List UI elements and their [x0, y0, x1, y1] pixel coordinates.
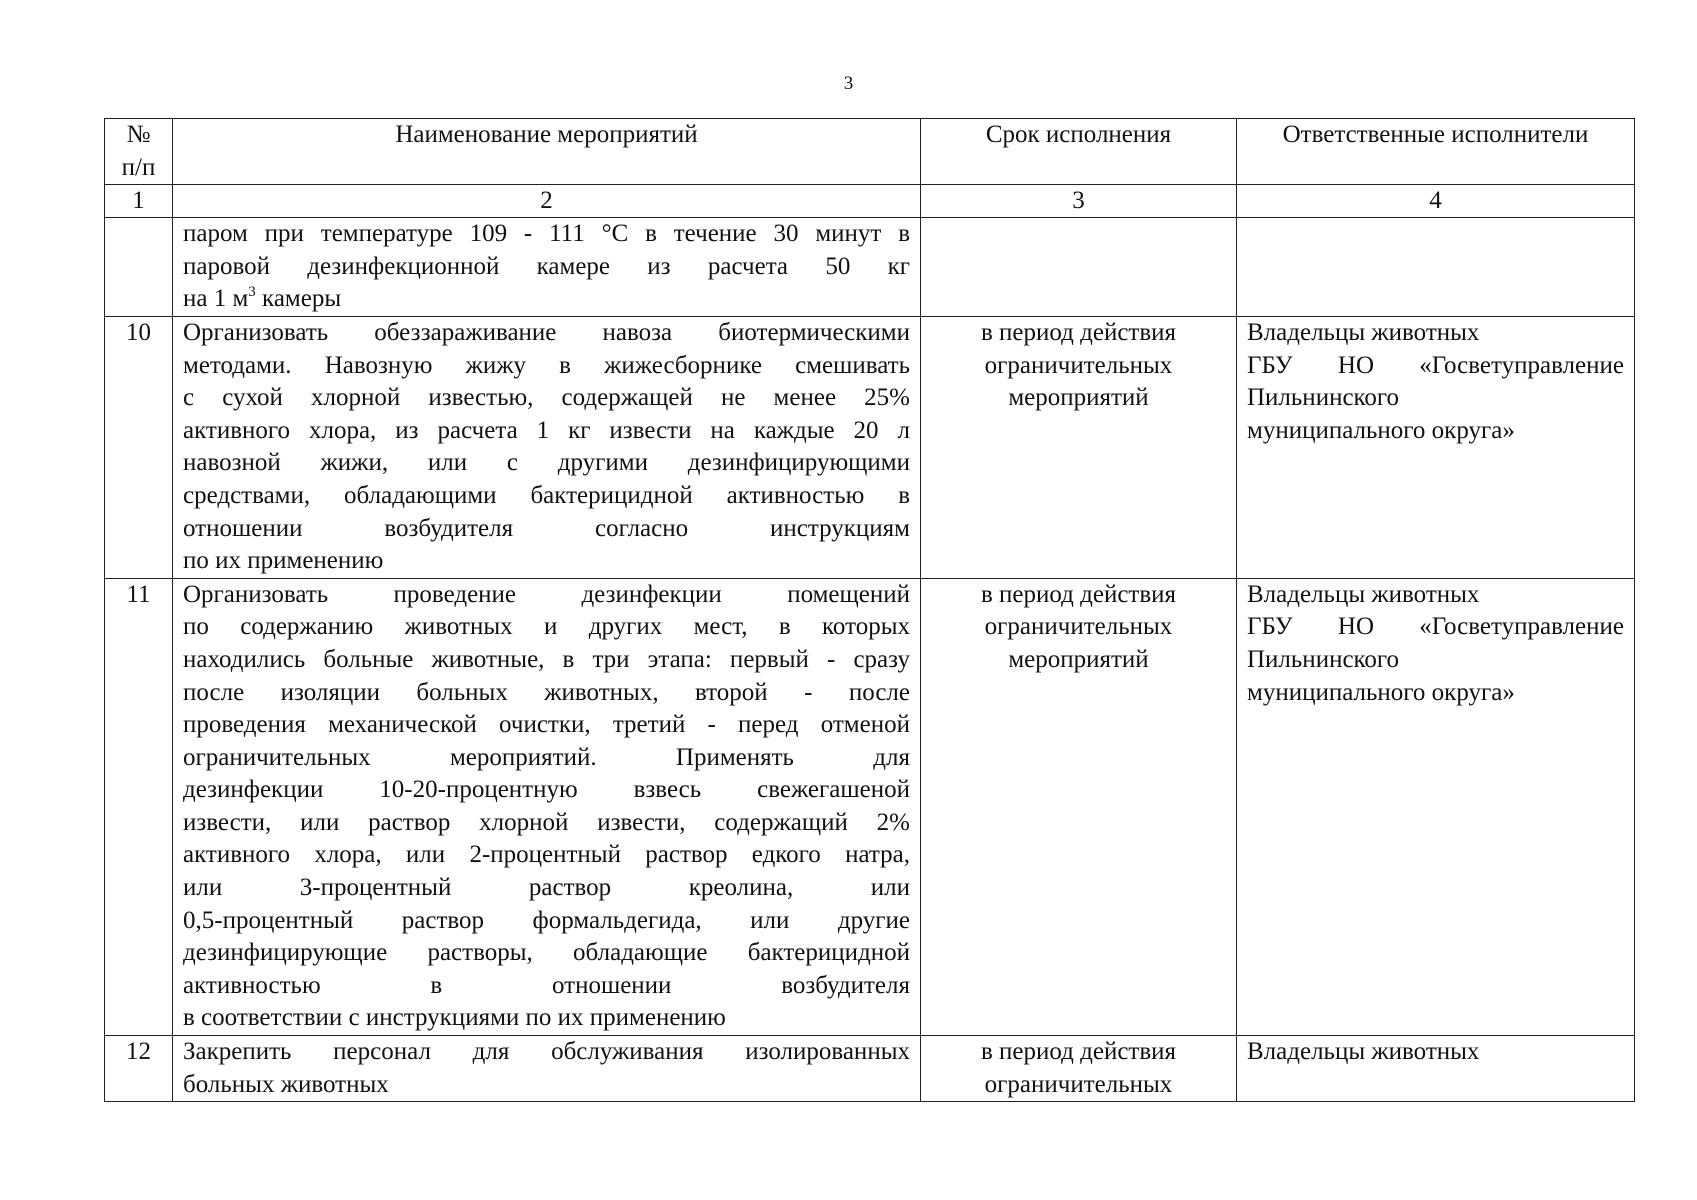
column-index-cell: 2 — [173, 185, 921, 218]
text-line: дезинфекции 10-20-процентную взвесь свежегашеной — [183, 776, 910, 804]
table-row — [105, 1036, 1635, 1102]
row-name-cell — [173, 218, 921, 317]
header-deadline — [921, 119, 1237, 185]
header-name — [173, 119, 921, 185]
table-header-row — [105, 119, 1635, 185]
header-num-label: № п/п — [121, 121, 156, 181]
text-line: ограничительных мероприятий. Применять для — [183, 743, 910, 771]
text-line: в период действия — [980, 318, 1177, 346]
row-num-cell — [105, 218, 173, 317]
text-line: ограничительных — [984, 351, 1173, 379]
row-responsible-cell — [1237, 578, 1635, 1035]
header-responsible — [1237, 119, 1635, 185]
text-line: в период действия — [980, 1038, 1177, 1066]
text-line: паром при температуре 109 - 111 °С в течение 30 минут в — [183, 220, 910, 248]
text-line: с сухой хлорной известью, содержащей не менее 25% — [183, 384, 910, 412]
header-num — [105, 119, 173, 185]
page-number: 3 — [843, 73, 854, 94]
row-name-cell — [173, 578, 921, 1035]
text-line: ограничительных — [984, 613, 1173, 641]
text-line: ограничительных — [984, 1070, 1173, 1098]
text-line: Организовать обеззараживание навоза биотермическими — [183, 318, 910, 346]
text-line: после изоляции больных животных, второй - после — [183, 678, 910, 706]
text-line: дезинфицирующие растворы, обладающие бактерицидной — [183, 939, 910, 967]
text-line: активного хлора, из расчета 1 кг извести на каждые 20 л — [183, 416, 910, 444]
text-line: по их применению — [183, 547, 384, 575]
column-index-row — [105, 185, 1635, 218]
text-line: Владельцы животных — [1247, 1038, 1480, 1066]
text-line: ГБУ НО «Госветуправление — [1247, 351, 1624, 379]
text-line: проведения механической очистки, третий - перед отменой — [183, 711, 910, 739]
text-line: мероприятий — [1008, 645, 1149, 673]
text-line: ГБУ НО «Госветуправление — [1247, 613, 1624, 641]
row-deadline-cell — [921, 578, 1237, 1035]
text-line: или 3-процентный раствор креолина, или — [183, 874, 910, 902]
text-line: находились больные животные, в три этапа: первый - сразу — [183, 645, 910, 673]
measures-table — [104, 118, 1635, 1102]
text-line: муниципального округа» — [1247, 678, 1515, 706]
row-deadline-cell — [921, 1036, 1237, 1102]
text-line: в период действия — [980, 580, 1177, 608]
column-index-cell: 1 — [105, 185, 173, 218]
text-fragment: на 1 м — [183, 285, 249, 313]
table-body — [105, 316, 1635, 1101]
text-line: активностью в отношении возбудителя — [183, 971, 910, 999]
row-num-cell: 12 — [105, 1036, 173, 1102]
row-responsible-cell — [1237, 218, 1635, 317]
row-name-cell — [173, 1036, 921, 1102]
text-line: муниципального округа» — [1247, 416, 1515, 444]
row-responsible-cell — [1237, 1036, 1635, 1102]
row-responsible-cell — [1237, 316, 1635, 578]
header-name-label: Наименование мероприятий — [395, 121, 698, 148]
text-line: 0,5-процентный раствор формальдегида, или другие — [183, 906, 910, 934]
table-row — [105, 578, 1635, 1035]
text-line: Пильнинского — [1247, 384, 1400, 412]
text-line: отношении возбудителя согласно инструкциям — [183, 514, 910, 542]
superscript: 3 — [248, 284, 256, 301]
column-index-cell: 3 — [921, 185, 1237, 218]
text-line: средствами, обладающими бактерицидной активностью в — [183, 481, 910, 509]
row-deadline-cell — [921, 316, 1237, 578]
text-line: Владельцы животных — [1247, 580, 1480, 608]
row-name-cell — [173, 316, 921, 578]
table-row-continuation — [105, 218, 1635, 317]
text-line: извести, или раствор хлорной извести, содержащий 2% — [183, 808, 910, 836]
text-line: навозной жижи, или с другими дезинфицирующими — [183, 449, 910, 477]
text-line: в соответствии с инструкциями по их применению — [183, 1004, 726, 1032]
row-deadline-cell — [921, 218, 1237, 317]
text-line: Пильнинского — [1247, 645, 1400, 673]
text-fragment: камеры — [255, 285, 342, 313]
text-line: методами. Навозную жижу в жижесборнике смешивать — [183, 351, 910, 379]
text-line: Владельцы животных — [1247, 318, 1480, 346]
table-row — [105, 316, 1635, 578]
column-index-cell: 4 — [1237, 185, 1635, 218]
text-line: Организовать проведение дезинфекции помещений — [183, 580, 910, 608]
text-line: активного хлора, или 2-процентный раствор едкого натра, — [183, 841, 910, 869]
text-line: по содержанию животных и других мест, в которых — [183, 613, 910, 641]
text-line: паровой дезинфекционной камере из расчета 50 кг — [183, 252, 910, 280]
row-num-cell: 10 — [105, 316, 173, 578]
row-num-cell: 11 — [105, 578, 173, 1035]
header-deadline-label: Срок исполнения — [985, 121, 1172, 148]
text-line: Закрепить персонал для обслуживания изолированных — [183, 1038, 910, 1066]
header-responsible-label: Ответственные исполнители — [1282, 121, 1589, 148]
text-line — [183, 283, 910, 316]
text-line: мероприятий — [1008, 384, 1149, 412]
text-line: больных животных — [183, 1070, 389, 1098]
